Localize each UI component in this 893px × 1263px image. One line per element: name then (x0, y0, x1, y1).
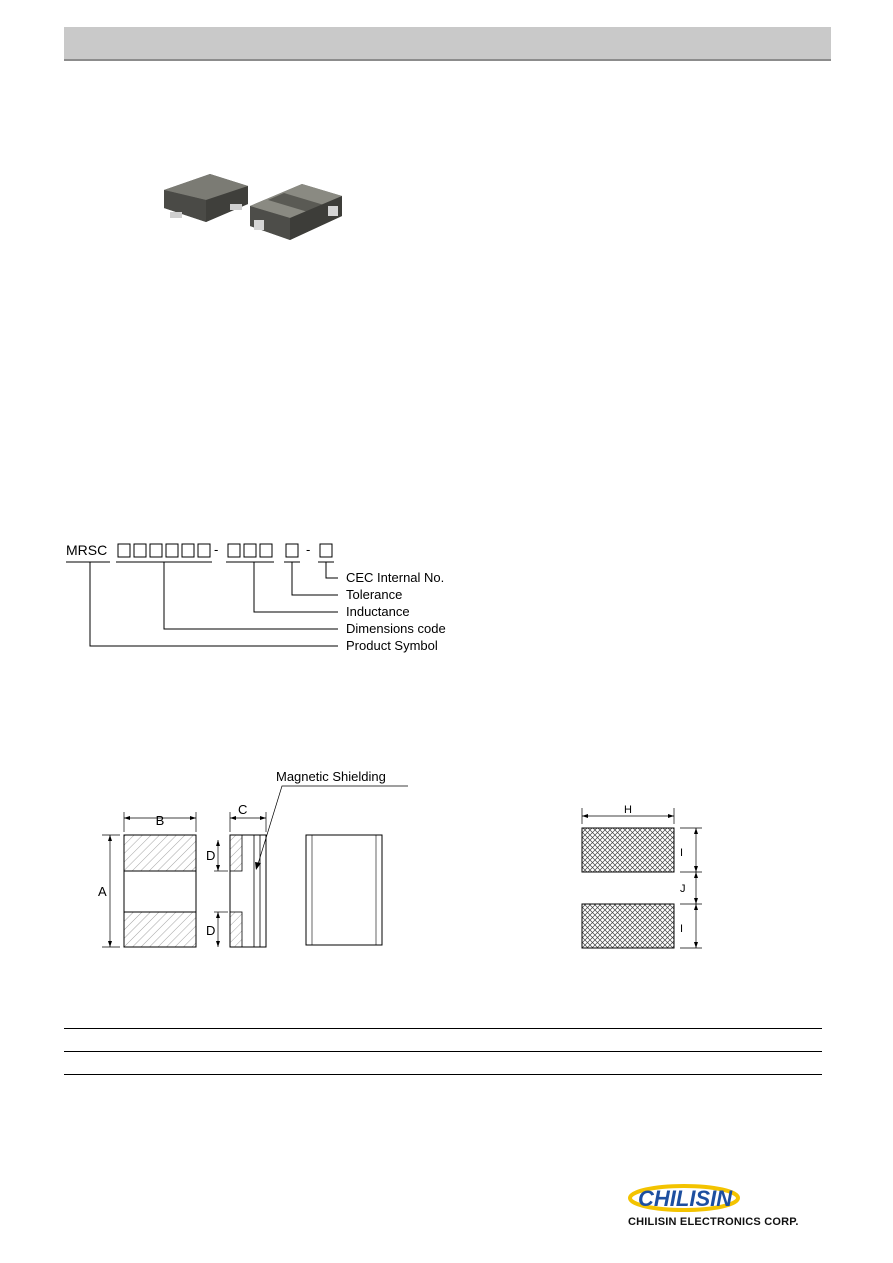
legend-dimensions-code: Dimensions code (346, 621, 446, 636)
legend-tolerance: Tolerance (346, 587, 403, 602)
dimension-drawing (90, 760, 430, 960)
dash-1: - (214, 542, 219, 557)
dash-2: - (306, 542, 311, 557)
part-prefix: MRSC (66, 542, 108, 558)
company-name: CHILISIN ELECTRONICS CORP. (628, 1216, 799, 1228)
legend-cec-internal-no: CEC Internal No. (346, 570, 445, 585)
label-c: C (238, 802, 248, 817)
label-j: J (680, 883, 686, 895)
logo-wordmark: CHILISIN (638, 1186, 733, 1211)
land-pattern-drawing (570, 800, 720, 960)
part-number-diagram (60, 535, 480, 665)
header-bar (64, 27, 831, 61)
label-d-bottom: D (206, 923, 216, 938)
label-h: H (624, 804, 632, 816)
legend-product-symbol: Product Symbol (346, 638, 438, 653)
magnetic-shielding-label: Magnetic Shielding (276, 769, 386, 784)
legend-inductance: Inductance (346, 604, 410, 619)
label-a: A (98, 884, 107, 899)
label-d-top: D (206, 848, 216, 863)
table-rule-top (64, 1028, 822, 1029)
label-i-bottom: I (680, 923, 684, 935)
table-rule-bottom (64, 1074, 822, 1075)
table-rule-middle (64, 1051, 822, 1052)
label-i-top: I (680, 847, 684, 859)
label-b: B (155, 813, 165, 828)
product-photo (150, 160, 370, 260)
